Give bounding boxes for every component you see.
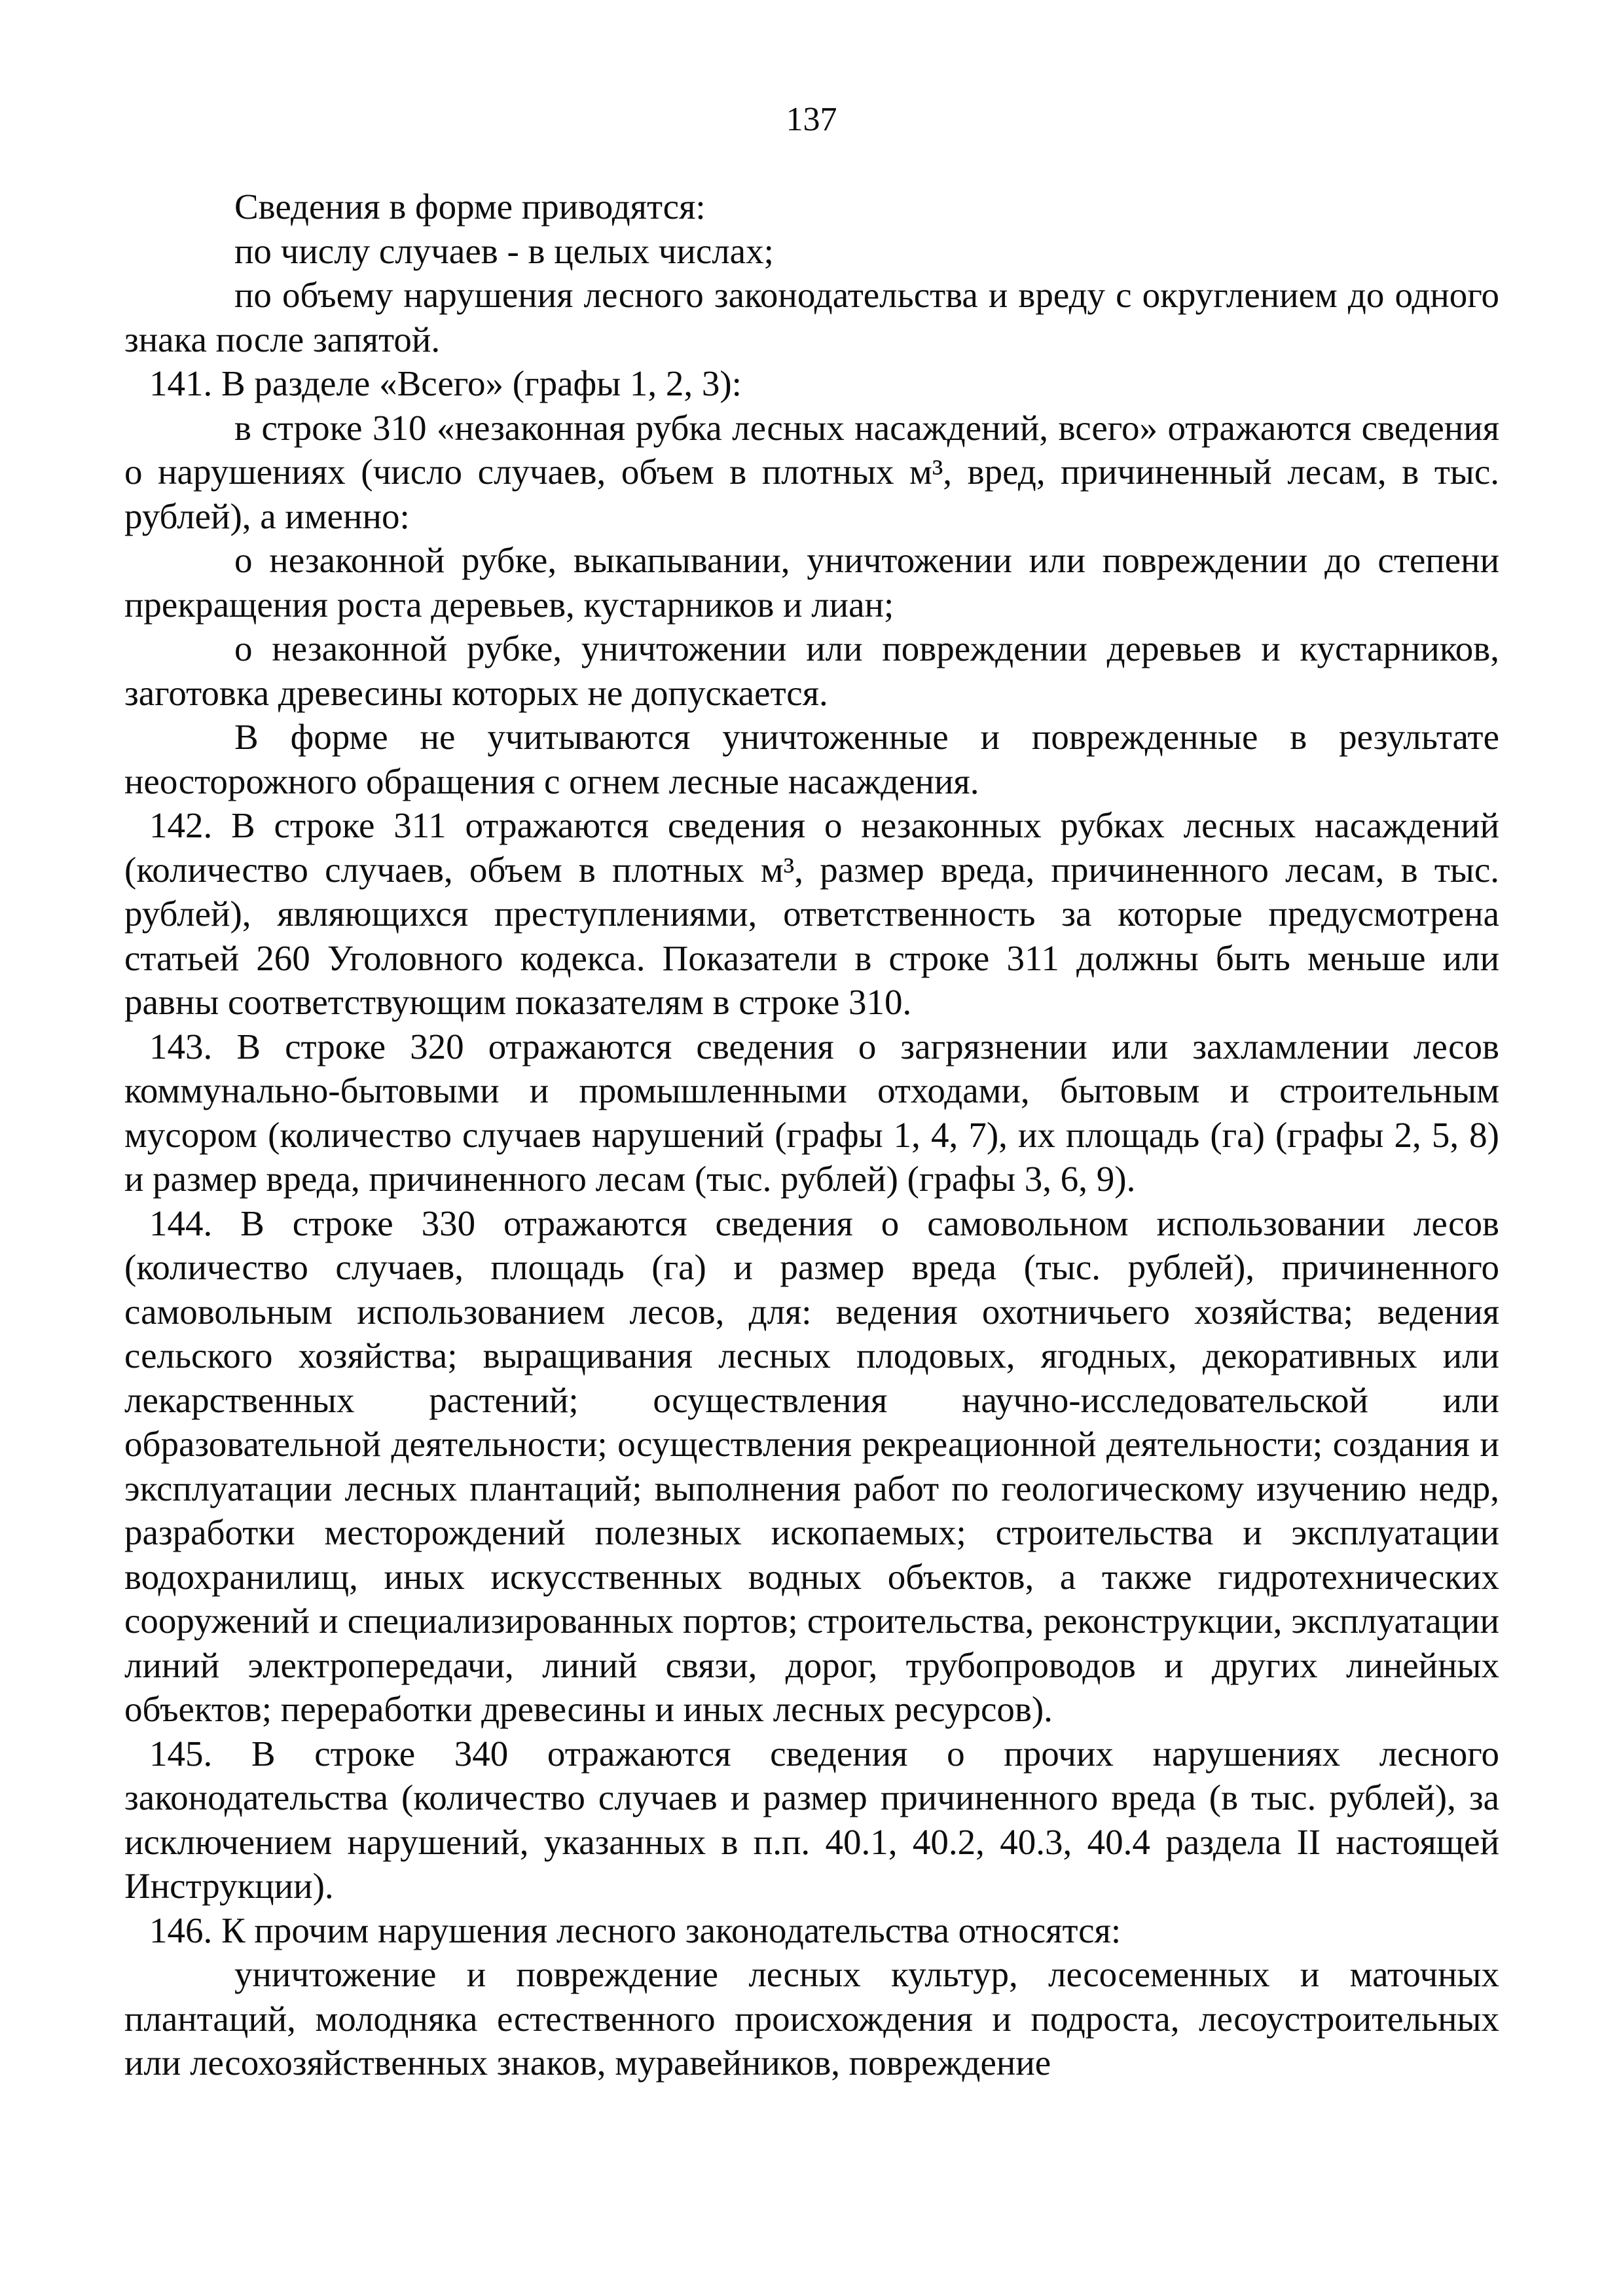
numbered-paragraph: 144. В строке 330 отражаются сведения о самовольном использовании лесов (количество случаев, площадь (га) и размер вреда (тыс. рублей), причиненного самовольным использованием лесов, для: ведения охотничьего хозяйства; ведения сельского хозяйства; выращивания лесных плодовых, ягодных, декоративных или лекарственных растений; осуществления научно-исследовательской или образовательной деятельности; осуществления рекреационной деятельности; создания и эксплуатации лесных плантаций; выполнения работ по геологическому изучению недр, разработки месторождений полезных ископаемых; строительства и эксплуатации водохранилищ, иных искусственных водных объектов, а также гидротехнических сооружений и специализированных портов; строительства, реконструкции, эксплуатации линий электропередачи, линий связи, дорог, трубопроводов и других линейных объектов; переработки древесины и иных лесных ресурсов). bbox=[124, 1203, 1499, 1729]
paragraph: по объему нарушения лесного законодательства и вреду с округлением до одного знака после запятой. bbox=[124, 275, 1499, 359]
numbered-paragraph: 141. В разделе «Всего» (графы 1, 2, 3): bbox=[149, 363, 742, 403]
page-number: 137 bbox=[786, 101, 837, 138]
paragraph: В форме не учитываются уничтоженные и поврежденные в результате неосторожного обращения с огнем лесные насаждения. bbox=[124, 717, 1499, 801]
paragraph: по числу случаев - в целых числах; bbox=[234, 230, 774, 271]
paragraph: уничтожение и повреждение лесных культур, лесосеменных и маточных плантаций, молодняка естественного происхождения и подроста, лесоустроительных или лесохозяйственных знаков, муравейников, повреждение bbox=[124, 1954, 1499, 2083]
document-body bbox=[124, 185, 1499, 2085]
numbered-paragraph: 146. К прочим нарушения лесного законодательства относятся: bbox=[149, 1910, 1122, 1950]
paragraph: Сведения в форме приводятся: bbox=[234, 187, 706, 227]
paragraph: в строке 310 «незаконная рубка лесных насаждений, всего» отражаются сведения о нарушениях (число случаев, объем в плотных м³, вред, причиненный лесам, в тыс. рублей), а именно: bbox=[124, 407, 1499, 536]
paragraph: о незаконной рубке, уничтожении или повреждении деревьев и кустарников, заготовка древесины которых не допускается. bbox=[124, 629, 1499, 713]
numbered-paragraph: 145. В строке 340 отражаются сведения о прочих нарушениях лесного законодательства (количество случаев и размер причиненного вреда (в тыс. рублей), за исключением нарушений, указанных в п.п. 40.1, 40.2, 40.3, 40.4 раздела II настоящей Инструкции). bbox=[124, 1733, 1499, 1906]
numbered-paragraph: 142. В строке 311 отражаются сведения о незаконных рубках лесных насаждений (количество случаев, объем в плотных м³, размер вреда, причиненного лесам, в тыс. рублей), являющихся преступлениями, ответственность за которые предусмотрена статьей 260 Уголовного кодекса. Показатели в строке 311 должны быть меньше или равны соответствующим показателям в строке 310. bbox=[124, 805, 1499, 1022]
numbered-paragraph: 143. В строке 320 отражаются сведения о загрязнении или захламлении лесов коммунально-бытовыми и промышленными отходами, бытовым и строительным мусором (количество случаев нарушений (графы 1, 4, 7), их площадь (га) (графы 2, 5, 8) и размер вреда, причиненного лесам (тыс. рублей) (графы 3, 6, 9). bbox=[124, 1026, 1499, 1199]
paragraph: о незаконной рубке, выкапывании, уничтожении или повреждении до степени прекращения роста деревьев, кустарников и лиан; bbox=[124, 540, 1499, 625]
